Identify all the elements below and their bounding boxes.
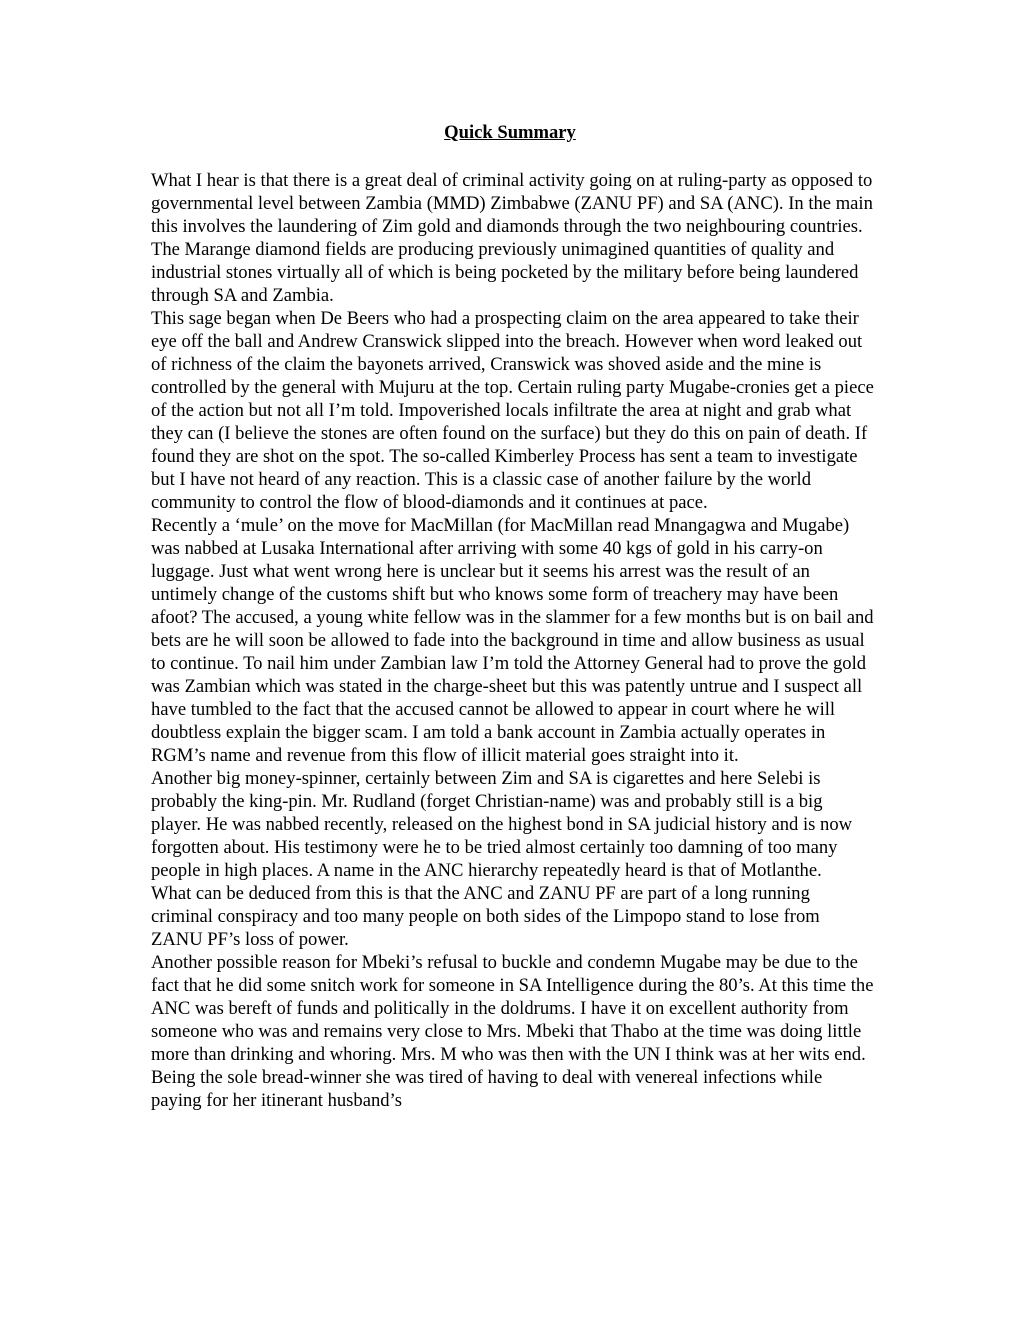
document-title: Quick Summary <box>444 122 576 143</box>
paragraph: Another possible reason for Mbeki’s refusal to buckle and condemn Mugabe may be due to the fact that he did some snitch work for someone in SA Intelligence during the 80’s. At this time the ANC was bereft of funds and politically in the doldrums. I have it on excellent authority from someone who was and remains very close to Mrs. Mbeki that Thabo at the time was doing little more than drinking and whoring. Mrs. M who was then with the UN I think was at her wits end. Being the sole bread-winner she was tired of having to deal with venereal infections while paying for her itinerant husband’s <box>151 952 874 1111</box>
paragraph: Recently a ‘mule’ on the move for MacMillan (for MacMillan read Mnangagwa and Mugabe) was nabbed at Lusaka International after arriving with some 40 kgs of gold in his carry-on luggage. Just what went wrong here is unclear but it seems his arrest was the result of an untimely change of the customs shift but who knows some form of treachery may have been afoot? The accused, a young white fellow was in the slammer for a few months but is on bail and bets are he will soon be allowed to fade into the background in time and allow business as usual to continue. To nail him under Zambian law I’m told the Attorney General had to prove the gold was Zambian which was stated in the charge-sheet but this was patently untrue and I suspect all have tumbled to the fact that the accused cannot be allowed to appear in court where he will doubtless explain the bigger scam. I am told a bank account in Zambia actually operates in RGM’s name and revenue from this flow of illicit material goes straight into it. <box>151 515 874 766</box>
paragraph: Another big money-spinner, certainly between Zim and SA is cigarettes and here Selebi is probably the king-pin. Mr. Rudland (forget Christian-name) was and probably still is a big player. He was nabbed recently, released on the highest bond in SA judicial history and is now forgotten about. His testimony were he to be tried almost certainly too damning of too many people in high places. A name in the ANC hierarchy repeatedly heard is that of Motlanthe. <box>151 768 853 881</box>
paragraph: This sage began when De Beers who had a prospecting claim on the area appeared to take their eye off the ball and Andrew Cranswick slipped into the breach. However when word leaked out of richness of the claim the bayonets arrived, Cranswick was shoved aside and the mine is controlled by the general with Mujuru at the top. Certain ruling party Mugabe-cronies get a piece of the action but not all I’m told. Impoverished locals infiltrate the area at night and grab what they can (I believe the stones are often found on the surface) but they do this on pain of death. If found they are shot on the spot. The so-called Kimberley Process has sent a team to investigate but I have not heard of any reaction. This is a classic case of another failure by the world community to control the flow of blood-diamonds and it continues at pace. <box>151 308 874 513</box>
document-body <box>151 169 875 1112</box>
paragraph: What I hear is that there is a great deal of criminal activity going on at ruling-party as opposed to governmental level between Zambia (MMD) Zimbabwe (ZANU PF) and SA (ANC). In the main this involves the laundering of Zim gold and diamonds through the two neighbouring countries. The Marange diamond fields are producing previously unimagined quantities of quality and industrial stones virtually all of which is being pocketed by the military before being laundered through SA and Zambia. <box>151 170 873 306</box>
paragraph: What can be deduced from this is that the ANC and ZANU PF are part of a long running criminal conspiracy and too many people on both sides of the Limpopo stand to lose from ZANU PF’s loss of power. <box>151 883 820 950</box>
